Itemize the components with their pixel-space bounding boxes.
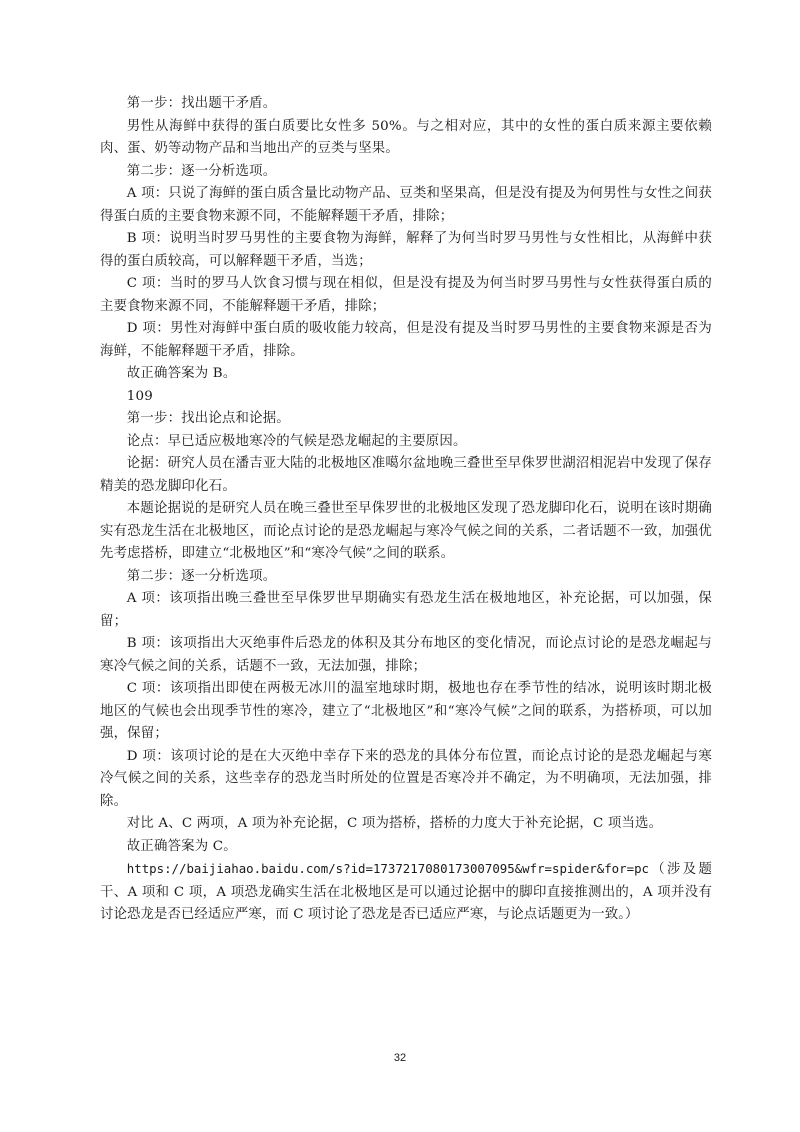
answer-line: 故正确答案为 B。: [126, 366, 237, 381]
option-a-analysis: A 项：该项指出晚三叠世至早侏罗世早期确实有恐龙生活在极地地区，补充论据，可以加强，保留；: [100, 591, 712, 629]
question-number: 109: [126, 388, 153, 404]
option-d-analysis: D 项：男性对海鲜中蛋白质的吸收能力较高，但是没有提及当时罗马男性的主要食物来源是否为海鲜，不能解释题干矛盾，排除。: [100, 321, 712, 359]
source-note-text: （涉及题干、A 项和 C 项，A 项恐龙确实生活在北极地区是可以通过论据中的脚印直接推测出的，A 项并没有讨论恐龙是否已经适应严寒，而 C 项讨论了恐龙是否已适应严寒，与论点话题更为一致。）: [100, 862, 712, 922]
option-b-analysis: B 项：该项指出大灭绝事件后恐龙的体积及其分布地区的变化情况，而论点讨论的是恐龙崛起与寒冷气候之间的关系，话题不一致，无法加强，排除；: [100, 636, 712, 674]
step-two-heading: 第二步：逐一分析选项。: [126, 568, 277, 584]
argument-analysis: 本题论据说的是研究人员在晚三叠世至早侏罗世的北极地区发现了恐龙脚印化石，说明在该时期确实有恐龙生活在北极地区，而论点讨论的是恐龙崛起与寒冷气候之间的关系，二者话题不一致，加强优先考虑搭桥，即建立“北极地区”和“寒冷气候”之间的联系。: [100, 501, 712, 561]
argument-claim: 论点：早已适应极地寒冷的气候是恐龙崛起的主要原因。: [126, 433, 467, 449]
document-body: [100, 93, 712, 927]
step-two-heading: 第二步：逐一分析选项。: [126, 163, 277, 179]
question-stem-summary: 男性从海鲜中获得的蛋白质要比女性多 50%。与之相对应，其中的女性的蛋白质来源主要依赖肉、蛋、奶等动物产品和当地出产的豆类与坚果。: [100, 118, 712, 156]
option-c-analysis: C 项：该项指出即使在两极无冰川的温室地球时期，极地也存在季节性的结冰，说明该时期北极地区的气候也会出现季节性的寒冷，建立了“北极地区”和“寒冷气候”之间的联系，为搭桥项，可以加强，保留；: [100, 681, 712, 741]
source-note: [100, 858, 712, 927]
option-b-analysis: B 项：说明当时罗马男性的主要食物为海鲜，解释了为何当时罗马男性与女性相比，从海鲜中获得的蛋白质较高，可以解释题干矛盾，当选；: [100, 231, 712, 269]
answer-line: 故正确答案为 C。: [126, 838, 237, 854]
step-one-heading: 第一步：找出题干矛盾。: [126, 96, 277, 111]
source-link[interactable]: https://baijiahao.baidu.com/s?id=1737217080173007095&wfr=spider&for=pc: [126, 861, 649, 876]
options-comparison: 对比 A、C 两项，A 项为补充论据，C 项为搭桥，搭桥的力度大于补充论据，C 项当选。: [126, 816, 663, 831]
option-d-analysis: D 项：该项讨论的是在大灭绝中幸存下来的恐龙的具体分布位置，而论点讨论的是恐龙崛起与寒冷气候之间的关系，这些幸存的恐龙当时所处的位置是否寒冷并不确定，为不明确项，无法加强，排除。: [100, 748, 712, 809]
argument-evidence: 论据：研究人员在潘吉亚大陆的北极地区准噶尔盆地晚三叠世至早侏罗世湖沼相泥岩中发现了保存精美的恐龙脚印化石。: [100, 456, 712, 494]
option-a-analysis: A 项：只说了海鲜的蛋白质含量比动物产品、豆类和坚果高，但是没有提及为何男性与女性之间获得蛋白质的主要食物来源不同，不能解释题干矛盾，排除；: [100, 186, 712, 224]
page-number: 32: [393, 1052, 407, 1064]
option-c-analysis: C 项：当时的罗马人饮食习惯与现在相似，但是没有提及为何当时罗马男性与女性获得蛋白质的主要食物来源不同，不能解释题干矛盾，排除；: [100, 276, 712, 314]
step-one-heading: 第一步：找出论点和论据。: [126, 411, 290, 426]
